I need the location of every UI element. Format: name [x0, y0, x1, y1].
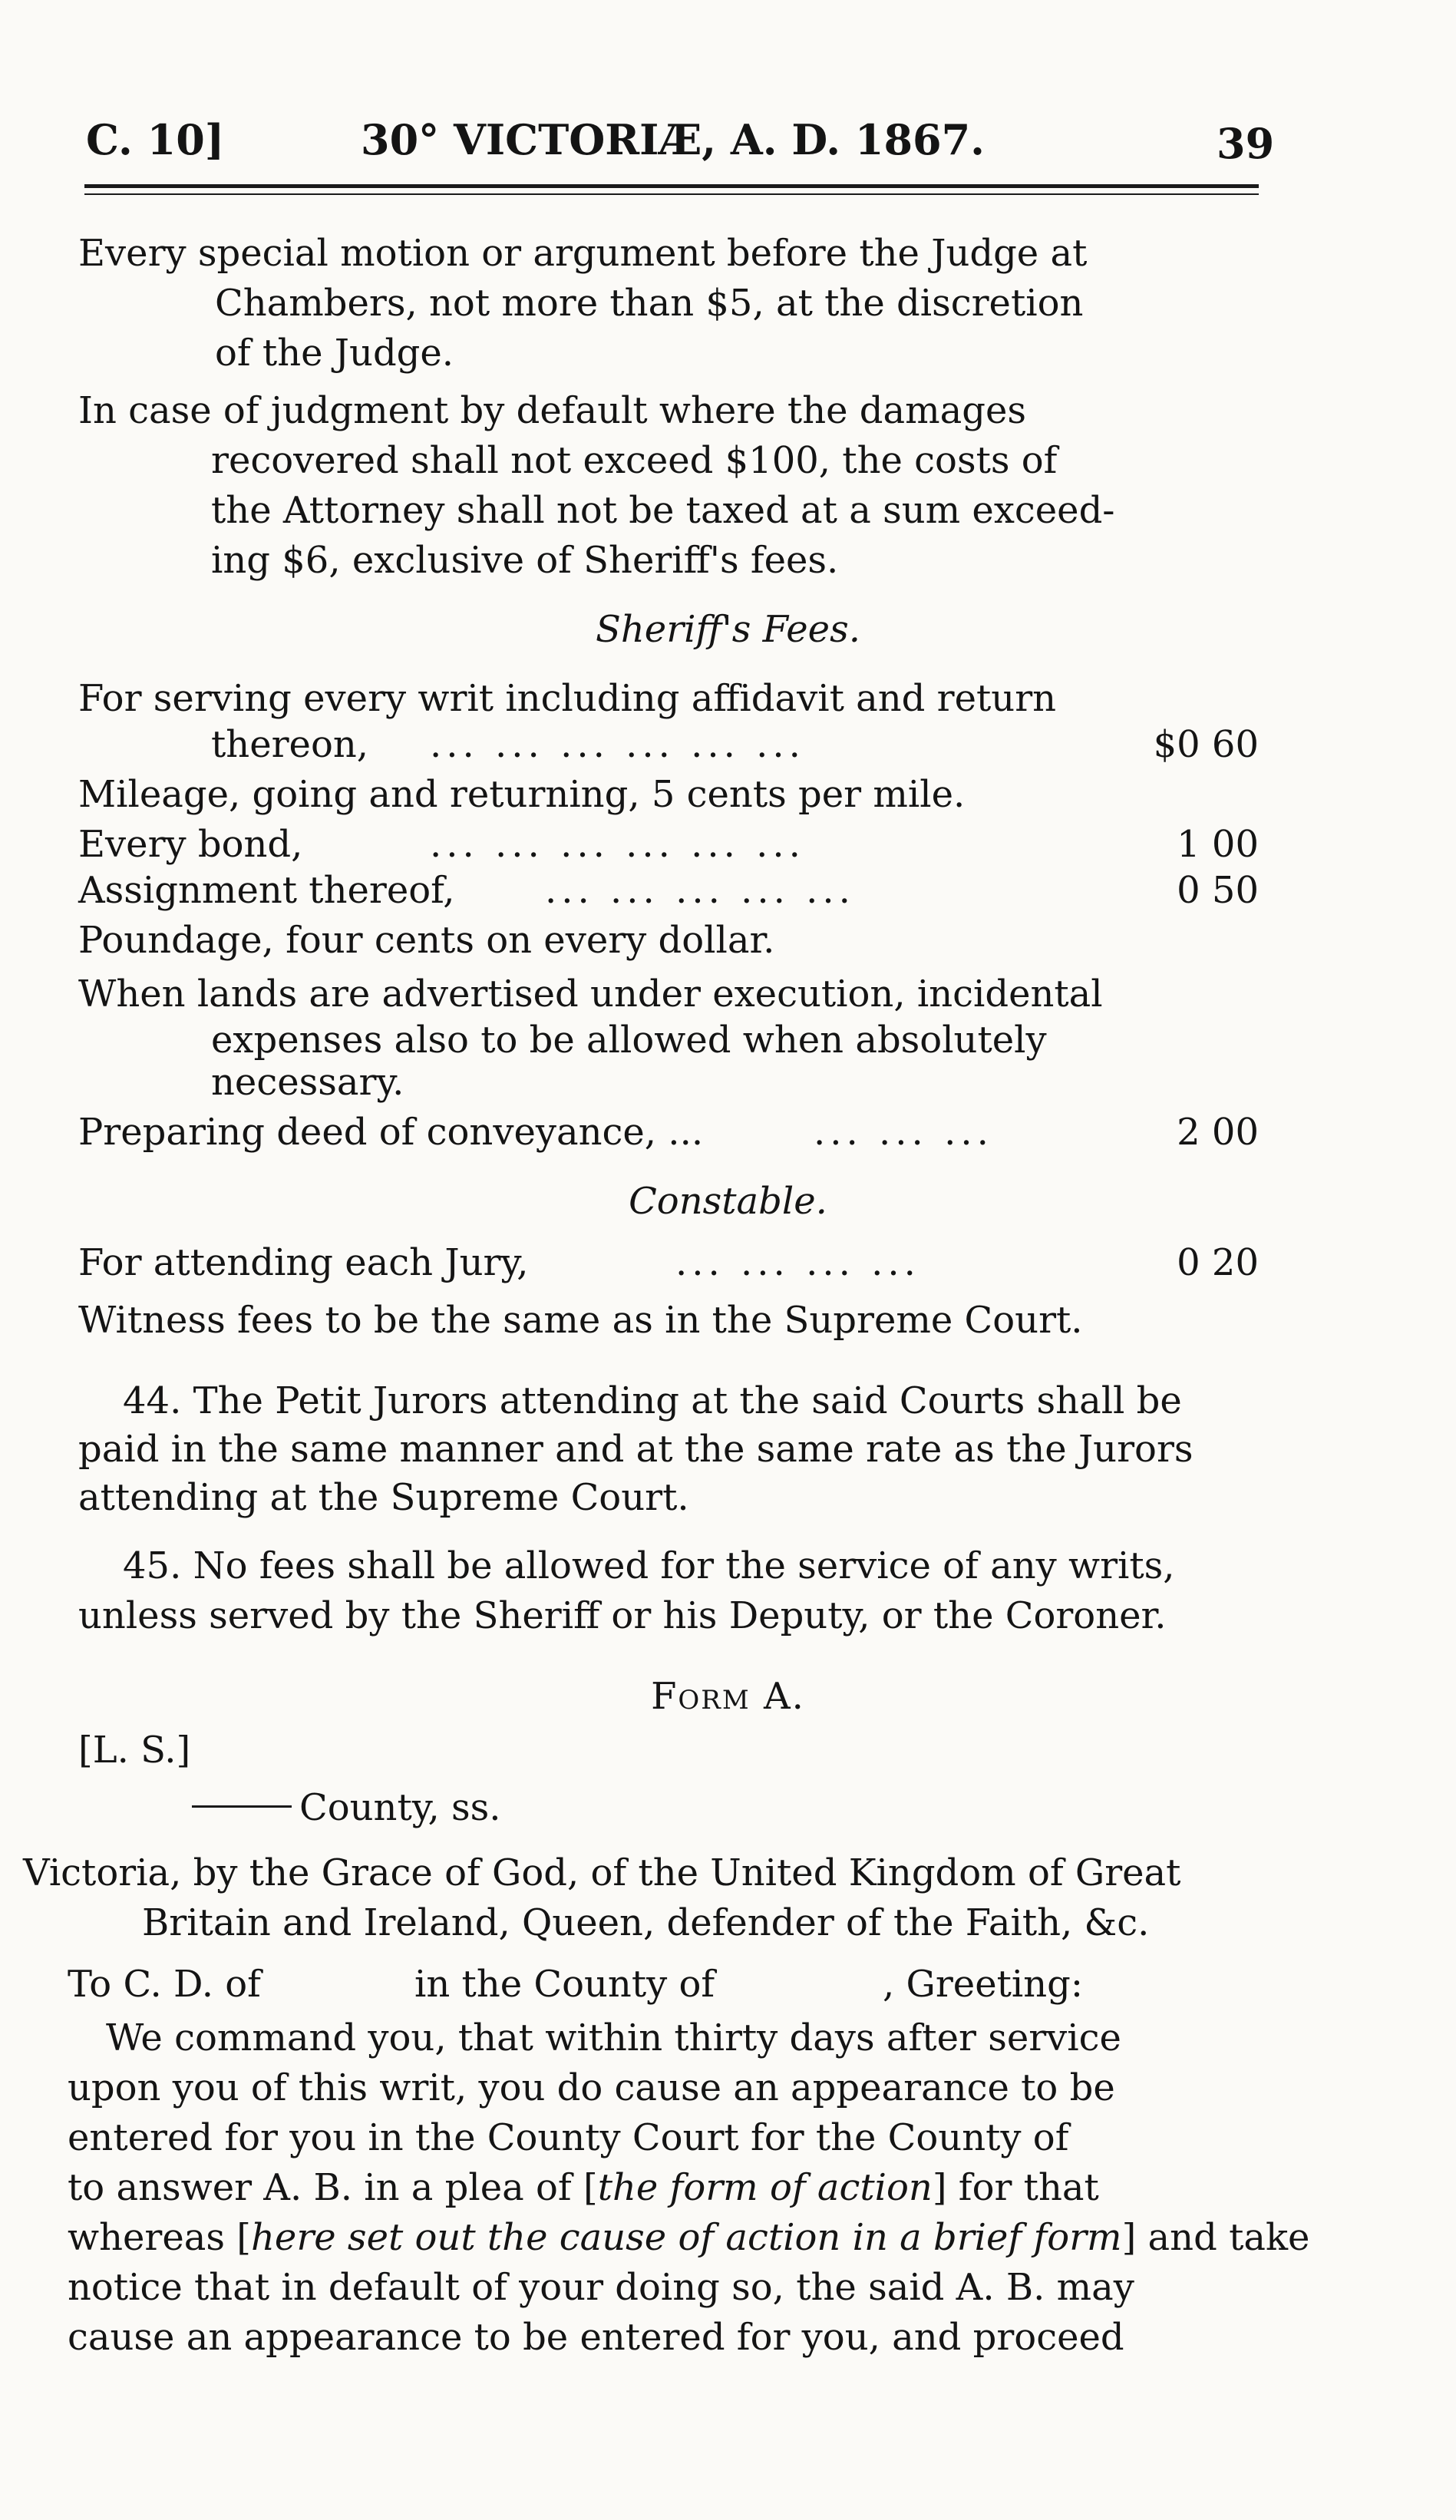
- deed-label: Preparing deed of conveyance, ...: [78, 1111, 704, 1154]
- witness-fees-line: Witness fees to be the same as in the Supreme Court.: [78, 1299, 1083, 1342]
- deed-leader: ... ... ...: [814, 1111, 993, 1154]
- answer-line: [68, 2165, 1099, 2211]
- assignment-label: Assignment thereof,: [78, 869, 455, 912]
- section-45-line-1: 45. No fees shall be allowed for the service of any writs,: [123, 1544, 1175, 1587]
- assignment-amount: 0 50: [1177, 869, 1259, 912]
- notice-line: notice that in default of your doing so, the said A. B. may: [68, 2266, 1134, 2309]
- cause-of-action-placeholder: here set out the cause of action in a brief form: [251, 2216, 1122, 2259]
- chambers-fee-line-3: of the Judge.: [215, 332, 454, 375]
- jury-leader: ... ... ... ...: [675, 1241, 920, 1284]
- whereas-line-end: ] and take: [1121, 2216, 1310, 2259]
- jury-label: For attending each Jury,: [78, 1241, 529, 1284]
- jury-amount: 0 20: [1177, 1241, 1259, 1284]
- bond-leader: ... ... ... ... ... ...: [430, 823, 805, 866]
- form-of-action-placeholder: the form of action: [597, 2166, 933, 2209]
- constable-heading: Constable.: [629, 1180, 827, 1223]
- poundage-line: Poundage, four cents on every dollar.: [78, 919, 775, 962]
- answer-line-start: to answer A. B. in a plea of [: [68, 2166, 598, 2209]
- command-line-3: entered for you in the County Court for the County of: [68, 2116, 1069, 2159]
- lands-line-3: necessary.: [211, 1061, 404, 1104]
- running-title: 30° VICTORIÆ, A. D. 1867.: [361, 115, 985, 164]
- command-line-2: upon you of this writ, you do cause an appearance to be: [68, 2066, 1115, 2109]
- county-ss: County, ss.: [299, 1786, 501, 1829]
- victoria-line-1: Victoria, by the Grace of God, of the United Kingdom of Great: [23, 1851, 1181, 1894]
- lands-line-1: When lands are advertised under execution, incidental: [78, 973, 1103, 1016]
- seal-mark: [L. S.]: [78, 1729, 191, 1772]
- page-number: 39: [1217, 119, 1275, 168]
- chapter-reference: C. 10]: [86, 115, 225, 164]
- default-judgment-line-2: recovered shall not exceed $100, the costs of: [211, 439, 1058, 482]
- in-county-text: in the County of: [414, 1963, 715, 2006]
- section-44-line-3: attending at the Supreme Court.: [78, 1476, 689, 1519]
- bond-amount: 1 00: [1177, 823, 1259, 866]
- command-line-1: We command you, that within thirty days after service: [106, 2016, 1121, 2059]
- chambers-fee-line-1: Every special motion or argument before the Judge at: [78, 232, 1088, 275]
- section-45-line-2: unless served by the Sheriff or his Deputy, or the Coroner.: [78, 1594, 1167, 1637]
- default-judgment-line-1: In case of judgment by default where the damages: [78, 389, 1027, 432]
- default-judgment-line-4: ing $6, exclusive of Sheriff's fees.: [211, 539, 839, 582]
- header-rule-thin: [84, 193, 1259, 195]
- mileage-line: Mileage, going and returning, 5 cents per mile.: [78, 773, 966, 816]
- bond-label: Every bond,: [78, 823, 303, 866]
- serving-writ-line-1: For serving every writ including affidavit and return: [78, 677, 1057, 720]
- lands-line-2: expenses also to be allowed when absolutely: [211, 1019, 1047, 1062]
- section-44-line-1: 44. The Petit Jurors attending at the said Courts shall be: [123, 1379, 1182, 1422]
- chambers-fee-line-2: Chambers, not more than $5, at the discretion: [215, 282, 1084, 325]
- whereas-line-start: whereas [: [68, 2216, 251, 2259]
- answer-line-end: ] for that: [932, 2166, 1099, 2209]
- county-blank-line: [192, 1805, 292, 1808]
- serving-writ-line-2: thereon,: [211, 723, 369, 766]
- form-a-heading: Form A.: [651, 1675, 805, 1718]
- deed-amount: 2 00: [1177, 1111, 1259, 1154]
- serving-writ-amount: $0 60: [1153, 723, 1259, 766]
- cause-appearance-line: cause an appearance to be entered for you, and proceed: [68, 2316, 1124, 2359]
- serving-writ-leader: ... ... ... ... ... ...: [430, 723, 805, 766]
- whereas-line: [68, 2214, 1309, 2261]
- section-44-line-2: paid in the same manner and at the same rate as the Jurors: [78, 1428, 1194, 1471]
- assignment-leader: ... ... ... ... ...: [545, 869, 855, 912]
- victoria-line-2: Britain and Ireland, Queen, defender of the Faith, &c.: [142, 1901, 1150, 1944]
- default-judgment-line-3: the Attorney shall not be taxed at a sum exceed-: [211, 489, 1115, 532]
- header-rule: [84, 184, 1259, 188]
- greeting-text: , Greeting:: [883, 1963, 1084, 2006]
- sheriffs-fees-heading: Sheriff's Fees.: [596, 608, 860, 651]
- to-cd-text: To C. D. of: [68, 1963, 261, 2006]
